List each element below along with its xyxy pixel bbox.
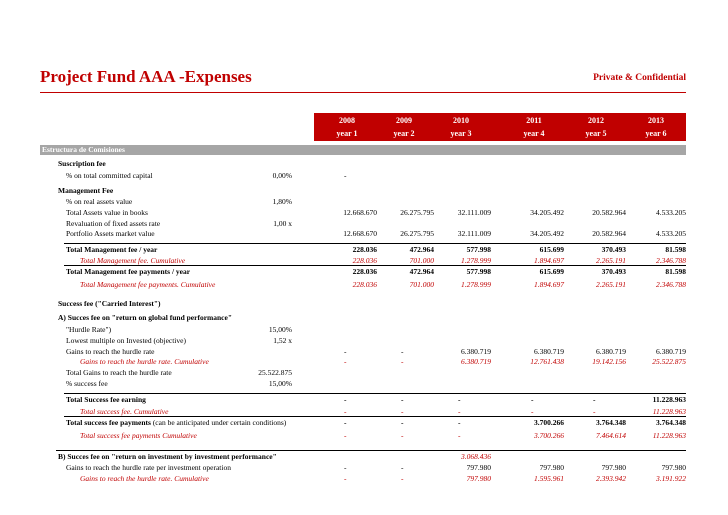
cell-2011: 615.699 bbox=[539, 245, 564, 254]
cell-2012: 20.582.964 bbox=[592, 229, 626, 238]
cell-2013: 11.228.963 bbox=[652, 431, 686, 440]
cell-2012: 6.380.719 bbox=[596, 347, 626, 356]
row-label-text: Gains to reach the hurdle rate bbox=[66, 347, 155, 356]
table-row bbox=[0, 299, 728, 309]
row-label-text: Gains to reach the hurdle rate per investment operation bbox=[66, 463, 231, 472]
row-label-text: Gains to reach the hurdle rate. Cumulative bbox=[80, 474, 209, 483]
cell-2011: 6.380.719 bbox=[534, 347, 564, 356]
cell-2013: 11.228.963 bbox=[652, 395, 686, 404]
cell-2009: 701.000 bbox=[409, 256, 434, 265]
row-rule bbox=[56, 450, 686, 451]
row-label-text: Total success fee payments Cumulative bbox=[80, 431, 197, 440]
cell-2009: - bbox=[401, 407, 404, 416]
cell-2009: 701.000 bbox=[409, 280, 434, 289]
row-label-text: Total Management fee payments / year bbox=[66, 267, 191, 276]
row-rule bbox=[64, 416, 686, 417]
cell-2013: 2.346.788 bbox=[656, 280, 686, 289]
cell-2009: - bbox=[401, 357, 404, 366]
table-row bbox=[0, 452, 728, 462]
cell-2011: 3.700.266 bbox=[534, 418, 564, 427]
cell-2011: 34.205.492 bbox=[530, 208, 564, 217]
year-header-2010: 2010 bbox=[453, 116, 469, 125]
row-parameter: 1,80% bbox=[272, 197, 292, 206]
cell-2009: 26.275.795 bbox=[400, 208, 434, 217]
row-label bbox=[58, 186, 113, 196]
row-label bbox=[66, 379, 108, 389]
cell-2010: 797.980 bbox=[466, 463, 491, 472]
row-rule bbox=[64, 243, 686, 244]
cell-2010: - bbox=[458, 395, 461, 404]
table-row bbox=[0, 474, 728, 484]
year-label-2: year 2 bbox=[393, 129, 415, 138]
cell-2012: 20.582.964 bbox=[592, 208, 626, 217]
cell-2010: 797.980 bbox=[466, 474, 491, 483]
row-label-text: Revaluation of fixed assets rate bbox=[66, 219, 161, 228]
cell-2009: - bbox=[401, 418, 404, 427]
cell-2009: - bbox=[401, 347, 404, 356]
cell-2012: - bbox=[593, 395, 596, 404]
cell-2011: 797.980 bbox=[539, 463, 564, 472]
page-title: Project Fund AAA -Expenses bbox=[40, 67, 252, 86]
cell-2010: 3.068.436 bbox=[461, 452, 491, 461]
cell-2011: 34.205.492 bbox=[530, 229, 564, 238]
cell-2008: - bbox=[344, 347, 347, 356]
cell-2011: 1.894.697 bbox=[534, 256, 564, 265]
cell-2008: 228.036 bbox=[352, 267, 377, 276]
cell-2013: 4.533.205 bbox=[656, 208, 686, 217]
table-row bbox=[0, 197, 728, 207]
table-row bbox=[0, 229, 728, 239]
cell-2012: 2.393.942 bbox=[596, 474, 626, 483]
cell-2012: 370.493 bbox=[601, 245, 626, 254]
cell-2013: 4.533.205 bbox=[656, 229, 686, 238]
row-label-text: % on total committed capital bbox=[66, 171, 153, 180]
cell-2008: - bbox=[344, 463, 347, 472]
year-label-5: year 5 bbox=[585, 129, 607, 138]
cell-2011: - bbox=[531, 395, 534, 404]
cell-2010: 32.111.009 bbox=[457, 208, 491, 217]
row-label bbox=[58, 452, 277, 462]
cell-2009: - bbox=[401, 463, 404, 472]
cell-2012: 370.493 bbox=[601, 267, 626, 276]
table-row bbox=[0, 219, 728, 229]
row-label bbox=[66, 267, 190, 277]
cell-2009: 472.964 bbox=[409, 245, 434, 254]
row-label-text: Total Management fee / year bbox=[66, 245, 158, 254]
row-parameter: 25.522.875 bbox=[258, 368, 292, 377]
row-parameter: 0,00% bbox=[272, 171, 292, 180]
year-label-1: year 1 bbox=[336, 129, 358, 138]
table-row bbox=[0, 313, 728, 323]
cell-2008: 12.668.670 bbox=[343, 208, 377, 217]
cell-2013: 6.380.719 bbox=[656, 347, 686, 356]
row-label bbox=[66, 245, 157, 255]
cell-2012: 7.464.614 bbox=[596, 431, 626, 440]
table-row bbox=[0, 325, 728, 335]
row-label bbox=[80, 474, 209, 484]
row-label-text: Total success fee payments bbox=[66, 418, 151, 427]
cell-2008: - bbox=[344, 357, 347, 366]
row-label-text: Total Management fee payments. Cumulative bbox=[80, 280, 216, 289]
row-label-text: "Hurdle Rate") bbox=[66, 325, 112, 334]
row-label bbox=[80, 280, 215, 290]
cell-2012: 19.142.156 bbox=[592, 357, 626, 366]
table-row bbox=[0, 418, 728, 428]
cell-2008: 228.036 bbox=[352, 280, 377, 289]
cell-2009: - bbox=[401, 474, 404, 483]
table-row bbox=[0, 368, 728, 378]
row-label-text: Success fee ("Carried Interest") bbox=[58, 299, 161, 308]
year-label-3: year 3 bbox=[450, 129, 472, 138]
cell-2013: 797.980 bbox=[661, 463, 686, 472]
row-label bbox=[66, 208, 148, 218]
row-label-text: % success fee bbox=[66, 379, 108, 388]
cell-2009: 472.964 bbox=[409, 267, 434, 276]
cell-2008: - bbox=[344, 171, 347, 180]
table-row bbox=[0, 186, 728, 196]
cell-2012: 3.764.348 bbox=[596, 418, 626, 427]
row-label-text: Total Success fee earning bbox=[66, 395, 146, 404]
cell-2011: - bbox=[531, 407, 534, 416]
year-header-2011: 2011 bbox=[526, 116, 542, 125]
cell-2008: - bbox=[344, 395, 347, 404]
row-label bbox=[58, 313, 232, 323]
cell-2013: 3.191.922 bbox=[656, 474, 686, 483]
year-header-2012: 2012 bbox=[588, 116, 604, 125]
table-row bbox=[0, 431, 728, 441]
row-label bbox=[66, 368, 172, 378]
cell-2011: 12.761.438 bbox=[530, 357, 564, 366]
cell-2013: 2.346.788 bbox=[656, 256, 686, 265]
cell-2010: 577.998 bbox=[466, 267, 491, 276]
cell-2008: - bbox=[344, 474, 347, 483]
cell-2012: 2.265.191 bbox=[596, 256, 626, 265]
year-header-2008: 2008 bbox=[339, 116, 355, 125]
cell-2010: 32.111.009 bbox=[457, 229, 491, 238]
table-row bbox=[0, 347, 728, 357]
cell-2011: 615.699 bbox=[539, 267, 564, 276]
table-row bbox=[0, 395, 728, 405]
row-rule bbox=[64, 393, 686, 394]
row-label-text: Gains to reach the hurdle rate. Cumulative bbox=[80, 357, 209, 366]
year-label-6: year 6 bbox=[645, 129, 667, 138]
table-row bbox=[0, 159, 728, 169]
row-label bbox=[66, 418, 286, 428]
cell-2013: 81.598 bbox=[665, 267, 686, 276]
cell-2013: 3.764.348 bbox=[656, 418, 686, 427]
cell-2012: - bbox=[593, 407, 596, 416]
row-label-text: Total Gains to reach the hurdle rate bbox=[66, 368, 172, 377]
cell-2010: - bbox=[458, 407, 461, 416]
table-row bbox=[0, 245, 728, 255]
cell-2008: - bbox=[344, 431, 347, 440]
row-parameter: 15,00% bbox=[268, 325, 292, 334]
row-label bbox=[58, 299, 161, 309]
year-header-2013: 2013 bbox=[648, 116, 664, 125]
cell-2011: 1.894.697 bbox=[534, 280, 564, 289]
row-label-text: % on real assets value bbox=[66, 197, 133, 206]
cell-2012: 797.980 bbox=[601, 463, 626, 472]
cell-2010: 1.278.999 bbox=[461, 256, 491, 265]
confidential-label: Private & Confidential bbox=[593, 73, 686, 83]
section-band: Estructura de Comisiones bbox=[40, 145, 686, 155]
table-row bbox=[0, 208, 728, 218]
cell-2013: 11.228.963 bbox=[652, 407, 686, 416]
year-header-bar bbox=[314, 113, 686, 141]
row-label bbox=[66, 336, 186, 346]
cell-2010: 6.380.719 bbox=[461, 357, 491, 366]
row-parameter: 15,00% bbox=[268, 379, 292, 388]
row-label bbox=[66, 347, 155, 357]
cell-2009: - bbox=[401, 395, 404, 404]
table-row bbox=[0, 379, 728, 389]
table-row bbox=[0, 280, 728, 290]
row-label bbox=[66, 219, 160, 229]
table-row bbox=[0, 171, 728, 181]
table-row bbox=[0, 463, 728, 473]
cell-2009: 26.275.795 bbox=[400, 229, 434, 238]
cell-2009: - bbox=[401, 431, 404, 440]
table-row bbox=[0, 336, 728, 346]
table-row bbox=[0, 267, 728, 277]
cell-2011: 1.595.961 bbox=[534, 474, 564, 483]
row-label-text: Total success fee. Cumulative bbox=[80, 407, 169, 416]
row-parameter: 1,00 x bbox=[273, 219, 292, 228]
year-label-4: year 4 bbox=[523, 129, 545, 138]
row-parameter: 1,52 x bbox=[273, 336, 292, 345]
row-label bbox=[66, 395, 146, 405]
row-rule bbox=[64, 265, 686, 266]
row-label-text: Lowest multiple on Invested (objective) bbox=[66, 336, 186, 345]
row-label-text: A) Succes fee on "return on global fund performance" bbox=[58, 313, 233, 322]
row-label-text: B) Succes fee on "return on investment by investment performance" bbox=[58, 452, 277, 461]
row-label bbox=[66, 171, 153, 181]
row-label-text: Total Management fee. Cumulative bbox=[80, 256, 186, 265]
row-label bbox=[66, 325, 111, 335]
cell-2008: 12.668.670 bbox=[343, 229, 377, 238]
cell-2010: - bbox=[458, 431, 461, 440]
cell-2010: - bbox=[458, 418, 461, 427]
row-label bbox=[66, 229, 155, 239]
cell-2008: - bbox=[344, 418, 347, 427]
title-divider bbox=[40, 92, 686, 93]
row-label-text: Portfolio Assets market value bbox=[66, 229, 155, 238]
cell-2011: 3.700.266 bbox=[534, 431, 564, 440]
cell-2008: - bbox=[344, 407, 347, 416]
row-label bbox=[80, 357, 209, 367]
cell-2010: 1.278.999 bbox=[461, 280, 491, 289]
year-header-2009: 2009 bbox=[396, 116, 412, 125]
row-label-note: (can be anticipated under certain conditions) bbox=[150, 418, 287, 427]
cell-2013: 25.522.875 bbox=[652, 357, 686, 366]
row-label bbox=[58, 159, 106, 169]
row-label-text: Suscription fee bbox=[58, 159, 106, 168]
cell-2010: 6.380.719 bbox=[461, 347, 491, 356]
row-label-text: Management Fee bbox=[58, 186, 114, 195]
cell-2012: 2.265.191 bbox=[596, 280, 626, 289]
table-row bbox=[0, 357, 728, 367]
row-label bbox=[80, 431, 197, 441]
cell-2008: 228.036 bbox=[352, 256, 377, 265]
row-label bbox=[66, 197, 132, 207]
row-label bbox=[66, 463, 231, 473]
cell-2010: 577.998 bbox=[466, 245, 491, 254]
row-label-text: Total Assets value in books bbox=[66, 208, 148, 217]
cell-2013: 81.598 bbox=[665, 245, 686, 254]
cell-2008: 228.036 bbox=[352, 245, 377, 254]
